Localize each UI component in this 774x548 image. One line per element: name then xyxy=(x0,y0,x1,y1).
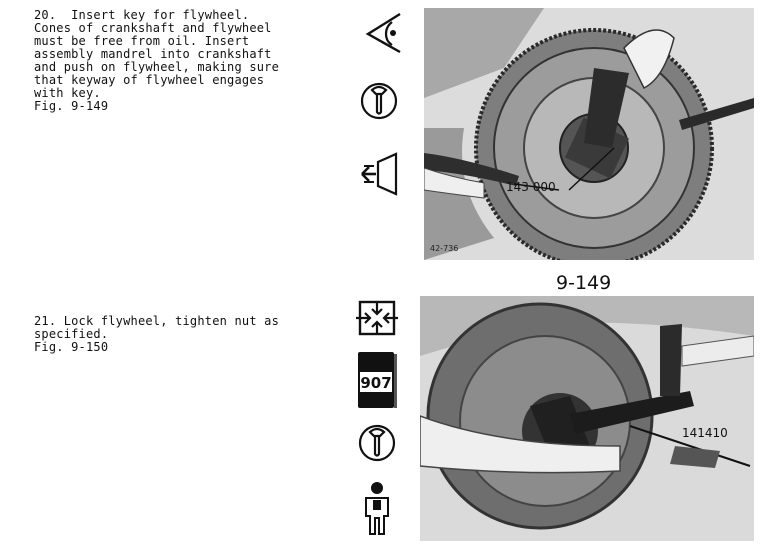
negative-label: 42-736 xyxy=(430,244,459,253)
install-arrow-icon xyxy=(360,152,400,196)
step-21-instruction: 21. Lock flywheel, tighten nut as specified. Fig. 9-150 xyxy=(34,314,280,354)
tighten-arrows-icon xyxy=(356,298,398,338)
figure-caption-9-149: 9-149 xyxy=(556,272,612,294)
wrench-icon xyxy=(360,78,398,124)
step-20-instruction: 20. Insert key for flywheel. Cones of crankshaft and flywheel must be free from oil. Insert assembly mandrel into crankshaft and push on flywheel, making sure that keyway of flywheel engages with key. Fig. 9-149 xyxy=(34,8,280,113)
mechanic-icon xyxy=(362,480,392,536)
flywheel-tighten-photo xyxy=(420,296,754,541)
manual-book-icon xyxy=(356,350,398,412)
part-number-143000: 143 000 xyxy=(506,180,556,194)
flywheel-install-photo xyxy=(424,8,754,260)
part-number-141410: 141410 xyxy=(682,426,728,440)
book-number: 907 xyxy=(360,374,392,392)
eye-check-icon xyxy=(364,12,404,54)
wrench-icon xyxy=(358,420,396,466)
